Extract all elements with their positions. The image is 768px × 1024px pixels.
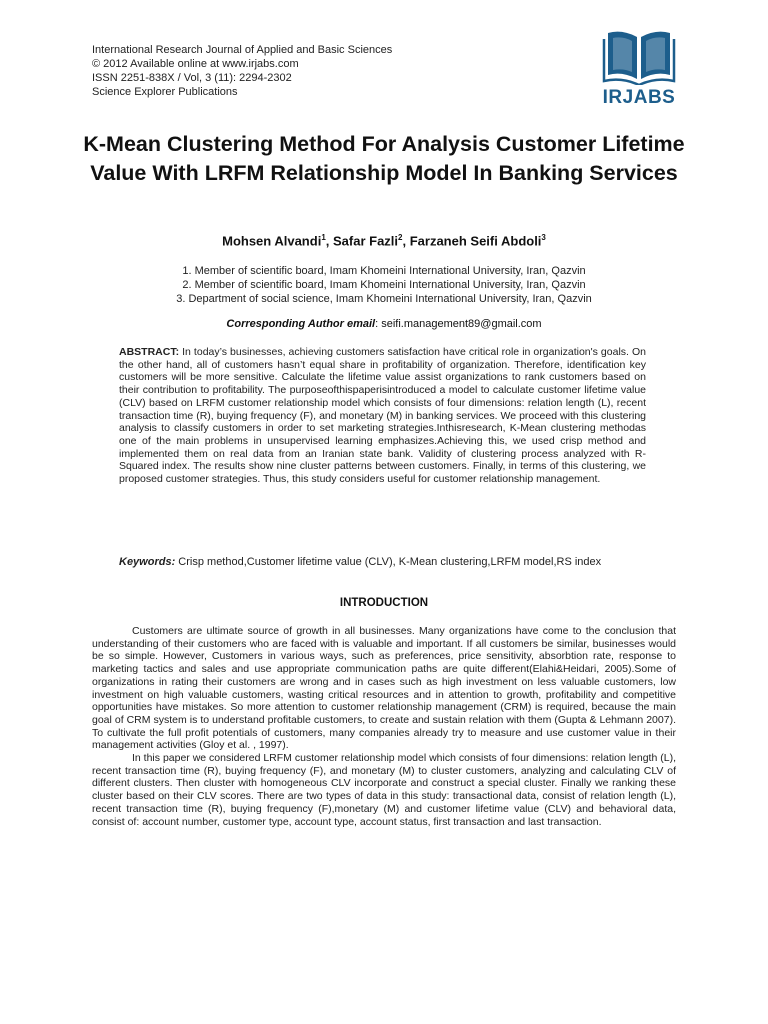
journal-name: International Research Journal of Applied and Basic Sciences — [92, 44, 393, 56]
introduction-body — [92, 625, 676, 828]
author-list — [80, 229, 688, 250]
affiliation: 3. Department of social science, Imam Khomeini International University, Iran, Qazvin — [176, 293, 592, 305]
author-affil-mark: 2 — [398, 233, 403, 242]
affiliation: 1. Member of scientific board, Imam Khomeini International University, Iran, Qazvin — [182, 265, 586, 277]
open-book-icon — [602, 25, 676, 85]
abstract-text: In today’s businesses, achieving customers satisfaction have critical role in organization's goals. On the other hand, all of customers hasn’t equal share in profitability of organization. Therefore, identification key customers will be more sensitive. Calculate the lifetime value assist organizations to rank customers based on their contribution to profitability. The purposeofthispaperisintroduced a model to calculate customer lifetime value (CLV) based on LRFM customer relationship model which consists of four dimensions: relation length (L), recent transaction time (R), buying frequency (F), and monetary (M) in banking services. We proceed with this clustering analysis to classify customers in order to set marketing strategies.Inthisresearch, K-Mean clustering methodas one of the main problems in unsupervised learning emphasizes.Achieving this, we used crisp method and implemented them on real data from an Iranian state bank. Validity of clustering process analyzed with R-Squared index. The results show nine cluster patterns between customers. Finally, in terms of this clustering, we proposed customer strategies. Thus, this study considers useful for customer relationship management. — [119, 346, 646, 486]
journal-issn: ISSN 2251-838X / Vol, 3 (11): 2294-2302 — [92, 72, 292, 84]
author-name: Mohsen Alvandi — [222, 233, 322, 249]
affiliation: 2. Member of scientific board, Imam Khomeini International University, Iran, Qazvin — [182, 279, 586, 291]
author-separator: , — [325, 233, 333, 249]
abstract — [119, 346, 646, 486]
author-affil-mark: 3 — [541, 233, 546, 242]
keywords — [119, 556, 646, 569]
section-heading: INTRODUCTION — [339, 597, 429, 609]
corresponding-author — [80, 317, 688, 331]
logo-text: IRJABS — [602, 87, 676, 108]
journal-header — [92, 43, 392, 99]
abstract-label: ABSTRACT: — [119, 346, 180, 358]
author-name: Farzaneh Seifi Abdoli — [409, 233, 542, 249]
corresponding-email: : seifi.management89@gmail.com — [375, 318, 542, 330]
author-separator: , — [402, 233, 410, 249]
journal-publisher: Science Explorer Publications — [92, 86, 238, 98]
author-affil-mark: 1 — [321, 233, 326, 242]
corresponding-label: Corresponding Author email — [226, 318, 376, 330]
author-name: Safar Fazli — [333, 233, 399, 249]
affiliations — [80, 264, 688, 306]
paragraph: In this paper we considered LRFM customer relationship model which consists of four dimensions: relation length (L), recent transaction time (R), buying frequency (F), and monetary (M) to cluster customers, analyzing and calculating CLV of different clusters. Then cluster with homogeneous CLV incorporate and construct a special cluster. Finally we ranking these cluster based on their CLV scores. There are two types of data in this study: transactional data, consist of relation length (L), recent transaction time (R), buying frequency (F),monetary (M) and customer lifetime value (CLV) and behavioral data, consist of: account number, customer type, account type, account status, first transaction and last transaction. — [92, 752, 676, 828]
paper-title: K-Mean Clustering Method For Analysis Customer Lifetime Value With LRFM Relationship Model In Banking Services — [83, 132, 685, 185]
keywords-label: Keywords: — [119, 556, 176, 568]
keywords-text: Crisp method,Customer lifetime value (CLV), K-Mean clustering,LRFM model,RS index — [175, 556, 602, 568]
journal-logo — [598, 25, 680, 111]
journal-copyright: © 2012 Available online at www.irjabs.com — [92, 58, 299, 70]
paragraph: Customers are ultimate source of growth in all businesses. Many organizations have come to the conclusion that understanding of their customers who are faced with is valuable and important. If all customers be similar, businesses would be so simple. However, Customers in various ways, such as preferences, price sensitivity, absorbtion rate, response to marketing tactics and sales and use appropriate communication paths are quite different(Elahi&Heidari, 2005).Some of organizations in rating their customers are wrong and in cases such as high investment on less valuable customers, low investment on high valuable customers, wasting critical resources and in attention to growth, profitability and competitive opportunities have mistakes. So more attention to customer relationship management (CRM) is required, because the main goal of CRM system is to understand profitable customers, to create and sustain relation with them (Gupta & Lehmann 2007). To cultivate the full profit potentials of customers, many companies already try to measure and use customer value in their management activities (Gloy et al. , 1997). — [92, 625, 676, 752]
